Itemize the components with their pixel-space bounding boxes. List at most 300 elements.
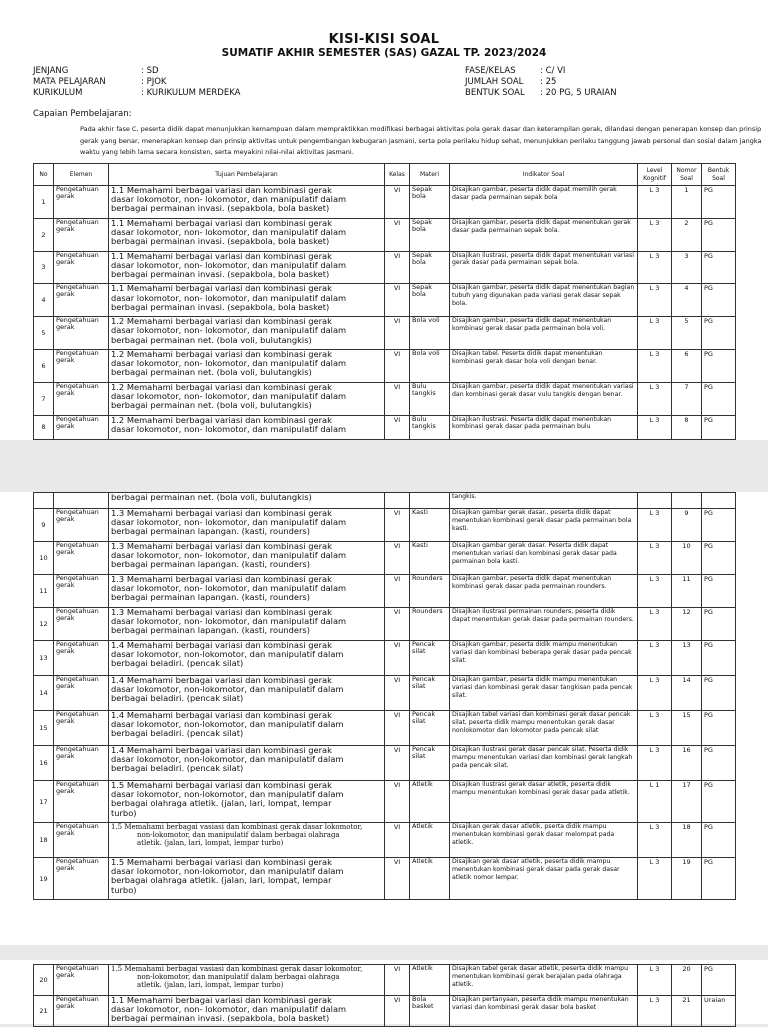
kisi-table-page-1 xyxy=(33,163,736,440)
cell-materi: Bulu tangkis xyxy=(410,382,450,415)
cell-indikator: Disajikan gambar, peserta didik dapat menentukan bagian tubuh yang digunakan pada variasi gerak dasar sepak bola. xyxy=(450,284,638,317)
tujuan-line: berbagai olahraga atletik. (jalan, lari, lompat, lempar xyxy=(111,875,332,886)
cell-materi: Sepak bola xyxy=(410,251,450,284)
cell-kelas: VI xyxy=(385,711,410,746)
cell-nomor: 19 xyxy=(672,858,702,900)
tujuan-line: dasar lokomotor, non- lokomotor, dan manipulatif dalam xyxy=(111,259,347,270)
cell-bentuk: PG xyxy=(702,746,736,781)
meta-row xyxy=(465,77,617,88)
cell-level: L 3 xyxy=(638,575,672,608)
cell-kelas: VI xyxy=(385,746,410,781)
cell-materi: Sepak bola xyxy=(410,186,450,219)
meta-row xyxy=(33,66,240,77)
cell-bentuk: PG xyxy=(702,284,736,317)
cell-kelas: VI xyxy=(385,676,410,711)
tujuan-line: 1.1 Memahami berbagai variasi dan kombinasi gerak xyxy=(111,995,332,1005)
tujuan-line: dasar lokomotor, non- lokomotor, dan manipulatif dalam xyxy=(111,358,347,369)
cell-kelas: VI xyxy=(385,781,410,823)
cell-level: L 3 xyxy=(638,382,672,415)
tujuan-line: 1.4 Memahami berbagai variasi dan kombinasi gerak xyxy=(111,675,332,685)
tujuan-line: dasar lokomotor, non-lokomotor, dan manipulatif dalam xyxy=(111,719,344,730)
tujuan-line: atletik. (jalan, lari, lompat, lempar turbo) xyxy=(137,839,284,847)
tujuan-line: berbagai permainan invasi. (sepakbola, bola basket) xyxy=(111,269,330,279)
cell-bentuk: PG xyxy=(702,415,736,439)
cell-level: L 3 xyxy=(638,218,672,251)
document-subtitle: SUMATIF AKHIR SEMESTER (SAS) GAZAL TP. 2023/2024 xyxy=(221,47,547,59)
cell-indikator: Disajikan ilustrasi gerak dasar atletik, peserta didik mampu menentukan kombinasi gerak dasar pada atletik. xyxy=(450,781,638,823)
cell-elemen: Pengetahuan gerak xyxy=(54,858,109,900)
cell-tujuan xyxy=(109,509,385,542)
cell-tujuan xyxy=(109,382,385,415)
cell-kelas: VI xyxy=(385,415,410,439)
cell-bentuk: PG xyxy=(702,823,736,858)
cell-kelas: VI xyxy=(385,186,410,219)
cell-materi: Pencak silat xyxy=(410,641,450,676)
tujuan-line: dasar lokomotor, non- lokomotor, dan manipulatif dalam xyxy=(111,292,347,303)
table-row xyxy=(34,823,736,858)
cell-kelas: VI xyxy=(385,542,410,575)
cell-nomor: 20 xyxy=(672,965,702,996)
tujuan-line: berbagai permainan lapangan. (kasti, rounders) xyxy=(111,592,310,603)
cell-kelas: VI xyxy=(385,317,410,350)
table-row xyxy=(34,996,736,1027)
cell-no: 3 xyxy=(34,251,54,284)
cell-nomor: 13 xyxy=(672,641,702,676)
cell-nomor: 7 xyxy=(672,382,702,415)
cell-tujuan xyxy=(109,641,385,676)
tujuan-line: berbagai beladiri. (pencak silat) xyxy=(111,763,244,774)
tujuan-line: non-lokomotor, dan manipulatif dalam berbagai olahraga xyxy=(137,831,340,839)
cell-bentuk: PG xyxy=(702,781,736,823)
cell-level: L 3 xyxy=(638,415,672,439)
tujuan-line: dasar lokomotor, non- lokomotor, dan manipulatif dalam xyxy=(111,390,347,401)
table-row-continued xyxy=(34,493,736,509)
cell-tujuan xyxy=(109,317,385,350)
tujuan-line: 1.1 Memahami berbagai variasi dan kombinasi gerak xyxy=(111,185,332,195)
cell-tujuan xyxy=(109,823,385,858)
cell-nomor: 15 xyxy=(672,711,702,746)
cell-no xyxy=(34,493,54,509)
table-row xyxy=(34,317,736,350)
cell-nomor: 17 xyxy=(672,781,702,823)
cell-kelas: VI xyxy=(385,509,410,542)
cell-tujuan xyxy=(109,746,385,781)
cell-tujuan xyxy=(109,218,385,251)
tujuan-line: non-lokomotor, dan manipulatif dalam berbagai olahraga xyxy=(137,973,340,981)
cell-tujuan xyxy=(109,676,385,711)
cell-tujuan xyxy=(109,858,385,900)
cell-level: L 3 xyxy=(638,608,672,641)
cell-kelas: VI xyxy=(385,641,410,676)
cell-nomor: 1 xyxy=(672,186,702,219)
table-row xyxy=(34,676,736,711)
cell-no: 20 xyxy=(34,965,54,996)
tujuan-line: 1.5 Memahami berbagai vasiasi dan kombinasi gerak dasar lokomotor, xyxy=(111,823,363,831)
cell-elemen: Pengetahuan gerak xyxy=(54,711,109,746)
cell-elemen: Pengetahuan gerak xyxy=(54,186,109,219)
cell-no: 17 xyxy=(34,781,54,823)
cell-level: L 3 xyxy=(638,349,672,382)
cell-tujuan xyxy=(109,965,385,996)
meta-value: : 20 PG, 5 URAIAN xyxy=(540,88,617,98)
cell-tujuan xyxy=(109,781,385,823)
cell-elemen: Pengetahuan gerak xyxy=(54,676,109,711)
kisi-table-page-2 xyxy=(33,492,736,900)
cell-materi: Bola voli xyxy=(410,349,450,382)
cell-bentuk: PG xyxy=(702,218,736,251)
column-header-indikator: Indikator Soal xyxy=(450,164,638,186)
cell-elemen: Pengetahuan gerak xyxy=(54,509,109,542)
cell-materi: Atletik xyxy=(410,965,450,996)
tujuan-line: berbagai permainan net. (bola voli, bulutangkis) xyxy=(111,367,312,378)
table-row xyxy=(34,746,736,781)
cell-indikator: Disajikan tabel variasi dan kombinasi gerak dasar pencak silat, peserta didik mampu menentukan gerak dasar nonlokomotor dan lokomotor pada pencak silat xyxy=(450,711,638,746)
cell-tujuan xyxy=(109,251,385,284)
cell-materi: Sepak bola xyxy=(410,218,450,251)
cell-indikator: Disajikan pertanyaan, peserta didik mampu menentukan variasi dan kombinasi gerak dasar bola basket xyxy=(450,996,638,1027)
cell-tujuan xyxy=(109,284,385,317)
cell-kelas: VI xyxy=(385,218,410,251)
tujuan-line: berbagai permainan lapangan. (kasti, rounders) xyxy=(111,625,310,636)
tujuan-line: dasar lokomotor, non-lokomotor, dan manipulatif dalam xyxy=(111,684,344,695)
cell-bentuk: PG xyxy=(702,641,736,676)
cell-level: L 3 xyxy=(638,676,672,711)
cell-nomor: 12 xyxy=(672,608,702,641)
cell-no: 2 xyxy=(34,218,54,251)
tujuan-line: berbagai beladiri. (pencak silat) xyxy=(111,728,244,739)
cell-bentuk: PG xyxy=(702,575,736,608)
cell-bentuk: PG xyxy=(702,965,736,996)
cell-no: 13 xyxy=(34,641,54,676)
meta-value: : 25 xyxy=(540,77,557,87)
meta-key: JUMLAH SOAL xyxy=(465,77,524,87)
table-row xyxy=(34,711,736,746)
table-row xyxy=(34,284,736,317)
cell-nomor: 10 xyxy=(672,542,702,575)
table-row xyxy=(34,509,736,542)
kisi-table-page-3 xyxy=(33,964,736,1027)
cell-no: 21 xyxy=(34,996,54,1027)
cell-level: L 3 xyxy=(638,317,672,350)
tujuan-line: 1.2 Memahami berbagai variasi dan kombinasi gerak xyxy=(111,415,332,425)
cell-no: 4 xyxy=(34,284,54,317)
cell-no: 5 xyxy=(34,317,54,350)
cell-no: 1 xyxy=(34,186,54,219)
cell-bentuk: PG xyxy=(702,711,736,746)
tujuan-line: 1.1 Memahami berbagai variasi dan kombinasi gerak xyxy=(111,218,332,228)
tujuan-line: 1.5 Memahami berbagai vasiasi dan kombinasi gerak dasar lokomotor, xyxy=(111,965,363,973)
cell-nomor: 6 xyxy=(672,349,702,382)
cell-no: 16 xyxy=(34,746,54,781)
cell-kelas: VI xyxy=(385,251,410,284)
cell-nomor: 4 xyxy=(672,284,702,317)
column-header-bentuk: Bentuk Soal xyxy=(702,164,736,186)
cell-tujuan xyxy=(109,415,385,439)
capaian-label: Capaian Pembelajaran: xyxy=(33,109,132,119)
tujuan-line: dasar lokomotor, non-lokomotor, dan manipulatif dalam xyxy=(111,866,344,877)
table-row xyxy=(34,251,736,284)
tujuan-line: 1.4 Memahami berbagai variasi dan kombinasi gerak xyxy=(111,745,332,755)
cell-level: L 3 xyxy=(638,965,672,996)
cell-no: 7 xyxy=(34,382,54,415)
cell-elemen: Pengetahuan gerak xyxy=(54,415,109,439)
meta-value: : C/ VI xyxy=(540,66,566,76)
cell-bentuk: PG xyxy=(702,542,736,575)
column-header-level: Level Kognitif xyxy=(638,164,672,186)
cell-bentuk: PG xyxy=(702,509,736,542)
cell-no: 12 xyxy=(34,608,54,641)
cell-indikator: Disajikan ilustrasi gerak dasar pencak silat. Peserta didik mampu menentukan variasi dan kombinasi gerak langkah pada pencak silat. xyxy=(450,746,638,781)
cell-elemen: Pengetahuan gerak xyxy=(54,781,109,823)
cell-no: 19 xyxy=(34,858,54,900)
meta-key: JENJANG xyxy=(33,66,69,76)
cell-materi: Pencak silat xyxy=(410,676,450,711)
cell-kelas: VI xyxy=(385,608,410,641)
cell-level: L 3 xyxy=(638,996,672,1027)
cell-level: L 3 xyxy=(638,711,672,746)
tujuan-line: berbagai permainan invasi. (sepakbola, bola basket) xyxy=(111,301,330,312)
cell-no: 10 xyxy=(34,542,54,575)
cell-bentuk: PG xyxy=(702,349,736,382)
cell-indikator: tangkis. xyxy=(450,493,638,509)
cell-no: 15 xyxy=(34,711,54,746)
cell-nomor xyxy=(672,493,702,509)
tujuan-line: dasar lokomotor, non- lokomotor, dan manipulatif dalam xyxy=(111,616,347,627)
tujuan-line: berbagai permainan invasi. (sepakbola, bola basket) xyxy=(111,203,330,214)
cell-indikator: Disajikan gerak dasar atletik, peserta didik mampu menentukan kombinasi gerak dasar pada gerak dasar atletik nomor lempar. xyxy=(450,858,638,900)
cell-elemen: Pengetahuan gerak xyxy=(54,218,109,251)
cell-bentuk: PG xyxy=(702,382,736,415)
column-header-materi: Materi xyxy=(410,164,450,186)
tujuan-line: turbo) xyxy=(111,884,137,895)
tujuan-line: berbagai permainan net. (bola voli, bulutangkis) xyxy=(111,334,312,345)
cell-indikator: Disajikan gambar gerak dasar. Peserta didik dapat menentukan variasi dan kombinasi gerak dasar pada permainan bola kasti. xyxy=(450,542,638,575)
cell-tujuan xyxy=(109,542,385,575)
cell-bentuk: PG xyxy=(702,858,736,900)
cell-elemen xyxy=(54,493,109,509)
cell-nomor: 16 xyxy=(672,746,702,781)
meta-key: FASE/KELAS xyxy=(465,66,516,76)
cell-nomor: 2 xyxy=(672,218,702,251)
cell-indikator: Disajikan ilustrasi permainan rounders, peserta didik dapat menentukan gerak dasar pada permainan rounders. xyxy=(450,608,638,641)
tujuan-line: dasar lokomotor, non- lokomotor, dan manipulatif dalam xyxy=(111,517,347,528)
cell-materi: Bola basket xyxy=(410,996,450,1027)
cell-materi xyxy=(410,493,450,509)
cell-indikator: Disajikan gerak dasar atletik, pserta didik mampu menentukan kombinasi gerak dasar melompat pada atletik. xyxy=(450,823,638,858)
table-row xyxy=(34,858,736,900)
tujuan-line: 1.2 Memahami berbagai variasi dan kombinasi gerak xyxy=(111,349,332,359)
cell-indikator: Disajikan gambar, peserta didik dapat menentukan kombinasi gerak dasar pada permainan rounders. xyxy=(450,575,638,608)
cell-level: L 3 xyxy=(638,542,672,575)
cell-tujuan xyxy=(109,996,385,1027)
cell-tujuan: berbagai permainan net. (bola voli, bulutangkis) xyxy=(109,493,385,509)
cell-no: 9 xyxy=(34,509,54,542)
cell-no: 18 xyxy=(34,823,54,858)
cell-indikator: Disajikan tabel gerak dasar atletik, peserta didik mampu menentukan kombinasi gerak berajalan pada olahraga atletik. xyxy=(450,965,638,996)
table-row xyxy=(34,781,736,823)
cell-elemen: Pengetahuan gerak xyxy=(54,641,109,676)
meta-row xyxy=(33,77,240,88)
tujuan-line: dasar lokomotor, non-lokomotor, dan manipulatif dalam xyxy=(111,649,344,660)
cell-indikator: Disajikan gambar, peserta didik dapat memilih gerak dasar pada permainan sepak bola xyxy=(450,186,638,219)
cell-elemen: Pengetahuan gerak xyxy=(54,542,109,575)
cell-kelas: VI xyxy=(385,858,410,900)
cell-kelas: VI xyxy=(385,382,410,415)
cell-indikator: Disajikan gambar, peserta didik dapat menentukan variasi dan kombinasi gerak dasar vulu tangkis dengan benar. xyxy=(450,382,638,415)
cell-indikator: Disajikan gambar, peserta didik mampu menentukan variasi dan kombinasi beberapa gerak dasar pada pencak silat. xyxy=(450,641,638,676)
table-row xyxy=(34,641,736,676)
tujuan-line: 1.3 Memahami berbagai variasi dan kombinasi gerak xyxy=(111,508,332,518)
cell-indikator: Disajikan ilustrasi, peserta didik dapat menentukan variasi gerak dasar pada permainan sepak bola. xyxy=(450,251,638,284)
cell-tujuan xyxy=(109,711,385,746)
cell-tujuan xyxy=(109,349,385,382)
tujuan-line: 1.5 Memahami berbagai variasi dan kombinasi gerak xyxy=(111,857,332,867)
cell-bentuk: PG xyxy=(702,317,736,350)
cell-level: L 3 xyxy=(638,509,672,542)
cell-elemen: Pengetahuan gerak xyxy=(54,746,109,781)
tujuan-line: berbagai permainan invasi. (sepakbola, bola basket) xyxy=(111,236,330,247)
tujuan-line: dasar lokomotor, non- lokomotor, dan manipulatif dalam xyxy=(111,227,347,237)
cell-materi: Rounders xyxy=(410,608,450,641)
column-header-elemen: Elemen xyxy=(54,164,109,186)
cell-indikator: Disajikan gambar, peserta didik dapat menentukan gerak dasar pada permainan sepak bola. xyxy=(450,218,638,251)
meta-left xyxy=(33,66,240,99)
meta-row xyxy=(33,88,240,99)
cell-bentuk: PG xyxy=(702,251,736,284)
cell-no: 11 xyxy=(34,575,54,608)
cell-materi: Atletik xyxy=(410,858,450,900)
cell-nomor: 11 xyxy=(672,575,702,608)
meta-row xyxy=(465,88,617,99)
cell-kelas: VI xyxy=(385,349,410,382)
cell-elemen: Pengetahuan gerak xyxy=(54,996,109,1027)
tujuan-line: 1.1 Memahami berbagai variasi dan kombinasi gerak xyxy=(111,283,332,294)
cell-indikator: Disajikan ilustrasi. Peserta didik dapat menentukan kombinasi gerak dasar pada permainan bulu xyxy=(450,415,638,439)
meta-row xyxy=(465,66,617,77)
meta-key: MATA PELAJARAN xyxy=(33,77,106,87)
tujuan-line: 1.4 Memahami berbagai variasi dan kombinasi gerak xyxy=(111,710,332,720)
cell-elemen: Pengetahuan gerak xyxy=(54,965,109,996)
tujuan-line: 1.3 Memahami berbagai variasi dan kombinasi gerak xyxy=(111,541,332,551)
tujuan-line: berbagai olahraga atletik. (jalan, lari, lompat, lempar xyxy=(111,798,332,809)
cell-level xyxy=(638,493,672,509)
cell-materi: Pencak silat xyxy=(410,746,450,781)
cell-materi: Bola voli xyxy=(410,317,450,350)
column-header-nomor: Nomor Soal xyxy=(672,164,702,186)
meta-value: : PJOK xyxy=(141,77,167,87)
cell-elemen: Pengetahuan gerak xyxy=(54,317,109,350)
cell-indikator: Disajikan tabel. Peserta didik dapat menentukan kombinasi gerak dasar bola voli dengan benar. xyxy=(450,349,638,382)
capaian-text: Pada akhir fase C, peserta didik dapat menunjukkan kemampuan dalam mempraktikkan modifikasi berbagai aktivitas pola gerak dasar dan keterampilan gerak, dilandasi dengan penerapan konsep dan prinsip gerak yang benar, menerapkan konsep dan prinsip aktivitas untuk pengembangan kebugaran jasmani, serta pola perilaku hidup sehat, menunjukkan perilaku tanggung jawab personal dan sosial dalam jangka waktu yang lebih lama secara konsisten, serta meyakini nilai-nilai aktivitas jasmani. xyxy=(80,125,762,156)
cell-level: L 3 xyxy=(638,823,672,858)
cell-elemen: Pengetahuan gerak xyxy=(54,608,109,641)
tujuan-line: dasar lokomotor, non- lokomotor, dan manipulatif dalam xyxy=(111,583,347,594)
table-row xyxy=(34,349,736,382)
cell-materi: Sepak bola xyxy=(410,284,450,317)
cell-materi: Kasti xyxy=(410,509,450,542)
cell-nomor: 9 xyxy=(672,509,702,542)
cell-elemen: Pengetahuan gerak xyxy=(54,575,109,608)
tujuan-line: berbagai permainan net. (bola voli, bulutangkis) xyxy=(111,400,312,411)
cell-elemen: Pengetahuan gerak xyxy=(54,823,109,858)
cell-elemen: Pengetahuan gerak xyxy=(54,382,109,415)
meta-key: KURIKULUM xyxy=(33,88,83,98)
cell-level: L 3 xyxy=(638,746,672,781)
tujuan-line: dasar lokomotor, non- lokomotor, dan manipulatif dalam xyxy=(111,423,347,434)
column-header-kelas: Kelas xyxy=(385,164,410,186)
tujuan-line: dasar lokomotor, non- lokomotor, dan manipulatif dalam xyxy=(111,550,347,561)
cell-bentuk: PG xyxy=(702,186,736,219)
cell-kelas: VI xyxy=(385,575,410,608)
cell-materi: Pencak silat xyxy=(410,711,450,746)
tujuan-line: 1.1 Memahami berbagai variasi dan kombinasi gerak xyxy=(111,251,332,261)
tujuan-line: 1.3 Memahami berbagai variasi dan kombinasi gerak xyxy=(111,574,332,584)
document-title: KISI-KISI SOAL xyxy=(328,32,440,47)
cell-materi: Atletik xyxy=(410,823,450,858)
cell-bentuk: PG xyxy=(702,608,736,641)
tujuan-line: berbagai permainan lapangan. (kasti, rounders) xyxy=(111,526,310,537)
cell-level: L 3 xyxy=(638,186,672,219)
tujuan-line: dasar lokomotor, non-lokomotor, dan manipulatif dalam xyxy=(111,754,344,765)
cell-level: L 3 xyxy=(638,641,672,676)
tujuan-line: dasar lokomotor, non- lokomotor, dan manipulatif dalam xyxy=(111,194,347,205)
cell-nomor: 5 xyxy=(672,317,702,350)
meta-right xyxy=(465,66,617,99)
cell-tujuan xyxy=(109,575,385,608)
cell-elemen: Pengetahuan gerak xyxy=(54,349,109,382)
cell-nomor: 3 xyxy=(672,251,702,284)
tujuan-line: berbagai permainan lapangan. (kasti, rounders) xyxy=(111,559,310,570)
cell-materi: Kasti xyxy=(410,542,450,575)
tujuan-line: berbagai beladiri. (pencak silat) xyxy=(111,693,244,704)
tujuan-line: 1.4 Memahami berbagai variasi dan kombinasi gerak xyxy=(111,640,332,650)
cell-level: L 3 xyxy=(638,858,672,900)
cell-materi: Atletik xyxy=(410,781,450,823)
table-row xyxy=(34,965,736,996)
cell-level: L 3 xyxy=(638,251,672,284)
table-header-row xyxy=(34,164,736,186)
meta-value: : SD xyxy=(141,66,159,76)
table-row xyxy=(34,415,736,439)
tujuan-line: dasar lokomotor, non-lokomotor, dan manipulatif dalam xyxy=(111,789,344,800)
cell-no: 6 xyxy=(34,349,54,382)
tujuan-line: dasar lokomotor, non- lokomotor, dan manipulatif dalam xyxy=(111,325,347,336)
cell-no: 8 xyxy=(34,415,54,439)
cell-bentuk xyxy=(702,493,736,509)
cell-elemen: Pengetahuan gerak xyxy=(54,251,109,284)
tujuan-line: 1.3 Memahami berbagai variasi dan kombinasi gerak xyxy=(111,607,332,617)
cell-indikator: Disajikan gambar, peserta didik dapat menentukan kombinasi gerak dasar pada permainan bola voli. xyxy=(450,317,638,350)
cell-nomor: 18 xyxy=(672,823,702,858)
cell-level: L 1 xyxy=(638,781,672,823)
cell-nomor: 21 xyxy=(672,996,702,1027)
table-row xyxy=(34,218,736,251)
cell-nomor: 14 xyxy=(672,676,702,711)
tujuan-line: berbagai permainan invasi. (sepakbola, bola basket) xyxy=(111,1013,330,1024)
cell-level: L 3 xyxy=(638,284,672,317)
cell-materi: Rounders xyxy=(410,575,450,608)
cell-bentuk: PG xyxy=(702,676,736,711)
cell-nomor: 8 xyxy=(672,415,702,439)
column-header-no: No xyxy=(34,164,54,186)
cell-no: 14 xyxy=(34,676,54,711)
cell-kelas: VI xyxy=(385,284,410,317)
tujuan-line: berbagai beladiri. (pencak silat) xyxy=(111,658,244,669)
meta-value: : KURIKULUM MERDEKA xyxy=(141,88,241,98)
tujuan-line: 1.2 Memahami berbagai variasi dan kombinasi gerak xyxy=(111,316,332,327)
cell-bentuk: Uraian xyxy=(702,996,736,1027)
tujuan-line: 1.2 Memahami berbagai variasi dan kombinasi gerak xyxy=(111,382,332,392)
